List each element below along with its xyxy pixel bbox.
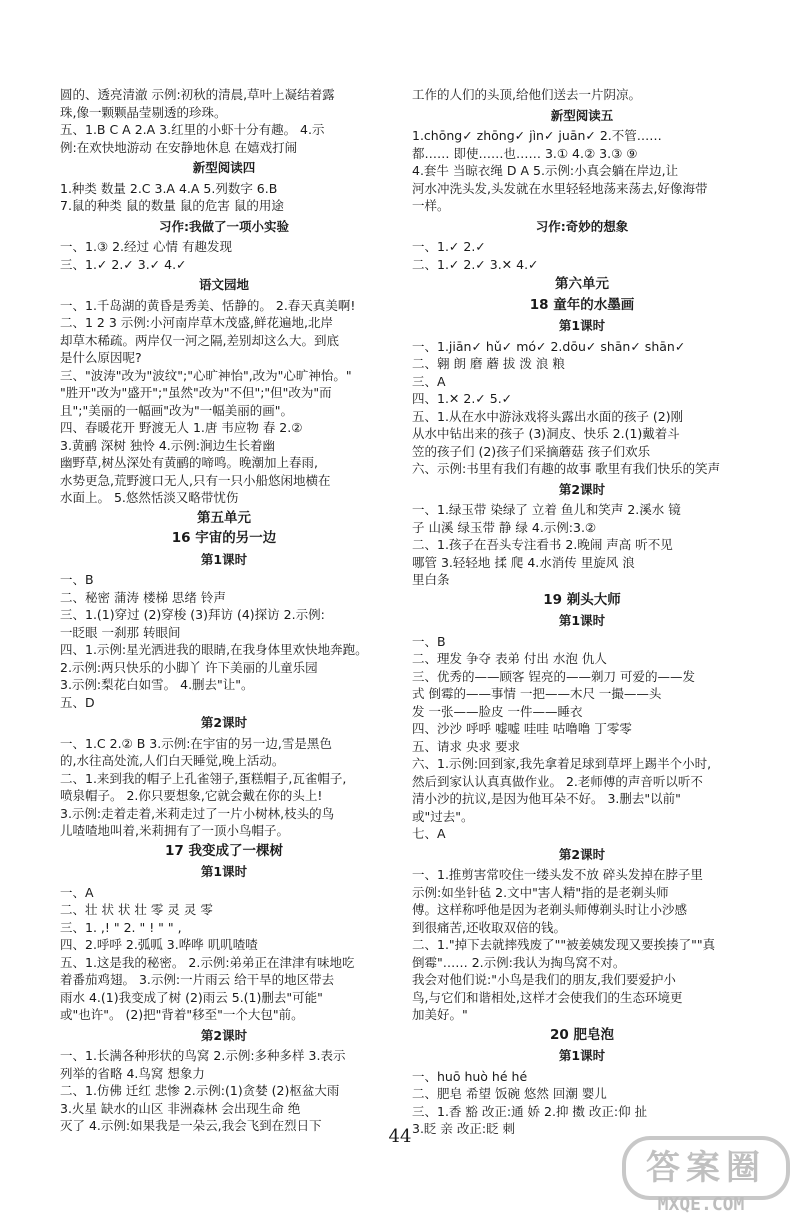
answer-line: 二、1.仿佛 迁红 悲惨 2.示例:(1)贪婪 (2)枢盆大雨: [60, 1083, 340, 1098]
answer-line: 四、沙沙 呼呼 嘘嘘 哇哇 咕噜噜 丁零零: [412, 721, 632, 736]
answer-line: 里白条: [412, 572, 450, 587]
answer-line: 一、B: [412, 633, 446, 649]
answer-line: 一、B: [60, 572, 94, 587]
answer-line: 倒霉"…… 2.示例:我认为掏鸟窝不对。: [412, 954, 626, 970]
section-heading: 第2课时: [200, 715, 248, 730]
answer-line: 鸟,与它们和谐相处,这样才会使我们的生态环境更: [412, 989, 683, 1005]
answer-line: 水势更急,荒野渡口无人,只有一只小船悠闲地横在: [60, 472, 331, 488]
answer-line: 六、1.示例:回到家,我先拿着足球到草坪上踢半个小时,: [412, 756, 712, 771]
answer-line: 一、1.③ 2.经过 心情 有趣发现: [60, 239, 232, 254]
answer-line: 从水中钻出来的孩子 (3)洞皮、快乐 2.(1)戴着斗: [412, 426, 680, 441]
answer-line: 三、1.香 豁 改正:通 娇 2.抑 擞 改正:仰 扯: [412, 1103, 648, 1119]
answer-line: 五、1.这是我的秘密。 2.示例:弟弟正在津津有味地吃: [60, 954, 355, 970]
watermark-logo: [616, 1136, 786, 1218]
answer-line: 一、1.千岛湖的黄昏是秀美、恬静的。 2.春天真美啊!: [60, 297, 356, 313]
answer-line: 一眨眼 一刹那 转眼间: [60, 624, 181, 640]
answer-line: 发 一张——脸皮 一件——睡衣: [412, 703, 583, 719]
answer-line: 雨水 4.(1)我变成了树 (2)雨云 5.(1)删去"可能": [60, 989, 323, 1005]
right-column: [412, 86, 752, 1138]
answer-line: 式 倒霉的——事情 一把——木尺 一撮——头: [412, 686, 662, 701]
section-heading: 第1课时: [558, 318, 606, 333]
answer-line: 1.种类 数量 2.C 3.A 4.A 5.列数字 6.B: [60, 180, 278, 196]
answer-line: 3.眨 亲 改正:眨 刺: [412, 1121, 516, 1136]
answer-line: 儿喳喳地叫着,米莉拥有了一顶小鸟帽子。: [60, 823, 289, 838]
answer-line: 清小沙的抗议,是因为他耳朵不好。 3.删去"以前": [412, 791, 681, 806]
answer-line: 二、1.来到我的帽子上孔雀翎子,蛋糕帽子,瓦雀帽子,: [60, 770, 347, 786]
answer-line: 的,水往高处流,人们白天睡觉,晚上活动。: [60, 753, 285, 768]
section-heading: 第五单元: [197, 509, 251, 526]
answer-line: 四、2.呼呼 2.弧呱 3.哗哗 叽叽喳喳: [60, 937, 258, 952]
answer-line: 列举的省略 4.鸟窝 想象力: [60, 1065, 205, 1081]
answer-line: 我会对他们说:"小鸟是我们的朋友,我们要爱护小: [412, 972, 676, 987]
answer-line: 五、请求 央求 要求: [412, 738, 520, 754]
section-heading: 第2课时: [558, 481, 606, 497]
answer-line: 一、1.推剪害常咬住一缕头发不放 碎头发掉在脖子里: [412, 867, 703, 882]
answer-line: 傅。这样称呼他是因为老剃头师傅剃头时让小沙感: [412, 902, 688, 917]
answer-line: 河水冲洗头发,头发就在水里轻轻地荡来荡去,好像海带: [412, 180, 708, 196]
answer-line: 到很痛苦,还收取双倍的钱。: [412, 919, 566, 935]
answer-line: 子 山溪 绿玉带 静 绿 4.示例:3.②: [412, 519, 597, 535]
section-heading: 语文园地: [198, 277, 249, 292]
answer-line: 水面上。 5.悠然恬淡又略带忧伤: [60, 490, 239, 505]
answer-line: 3.黄鹂 深树 独怜 4.示例:涧边生长着幽: [60, 437, 275, 453]
answer-line: 3.示例:走着走着,米莉走过了一片小树林,枝头的鸟: [60, 805, 335, 821]
answer-line: 三、1.(1)穿过 (2)穿梭 (3)拜访 (4)探访 2.示例:: [60, 607, 325, 622]
answer-line: 二、理发 争夺 表弟 付出 水泡 仇人: [412, 651, 607, 666]
answer-line: 二、1.孩子在吾头专注看书 2.晚闹 声高 听不见: [412, 537, 673, 552]
answer-line: 一、huō huò hé hé: [412, 1068, 528, 1084]
page-number: 44: [388, 1126, 412, 1147]
answer-line: 三、1. ,! " 2. " ! " " ,: [60, 919, 182, 935]
answer-line: 圆的、透亮清澈 示例:初秋的清晨,草叶上凝结着露: [60, 87, 335, 102]
answer-line: 一、1.C 2.② B 3.示例:在宇宙的另一边,雪是黑色: [60, 735, 332, 751]
answer-line: 且";"美丽的一幅画"改为"一幅美丽的画"。: [60, 402, 293, 418]
answer-line: 二、秘密 蒲涛 楼梯 思绪 铃声: [60, 589, 226, 605]
section-heading: 第六单元: [555, 276, 609, 292]
section-heading: 第2课时: [200, 1027, 248, 1043]
answer-line: 三、优秀的——顾客 锃亮的——剃刀 可爱的——发: [412, 668, 695, 684]
answer-line: 7.鼠的种类 鼠的数量 鼠的危害 鼠的用途: [60, 198, 284, 213]
answer-line: 四、春暖花开 野渡无人 1.唐 韦应物 春 2.②: [60, 420, 303, 435]
answer-line: 一、1.✓ 2.✓: [412, 239, 486, 254]
answer-line: 例:在欢快地游动 在安静地休息 在嬉戏打闹: [60, 139, 298, 155]
section-heading: 新型阅读四: [192, 160, 256, 175]
answer-line: 二、壮 状 状 壮 零 灵 灵 零: [60, 902, 213, 917]
answer-line: 二、翱 朗 磨 蘑 拔 泼 浪 粮: [412, 356, 565, 371]
answer-line: 都…… 即使……也…… 3.① 4.② 3.③ ⑨: [412, 145, 638, 161]
answer-line: 示例:如坐针毡 2.文中"害人精"指的是老剃头师: [412, 884, 669, 900]
answer-line: 或"也许"。 (2)把"背着"移至"一个大包"前。: [60, 1007, 304, 1022]
answer-line: 4.套牛 当晾衣绳 D A 5.示例:小真会躺在岸边,让: [412, 163, 679, 178]
watermark-url: MXQE.COM: [657, 1194, 745, 1215]
section-heading: 第1课时: [558, 1048, 606, 1063]
answer-line: 1.chōng✓ zhōng✓ jìn✓ juān✓ 2.不管……: [412, 128, 662, 143]
section-heading: 第1课时: [200, 864, 248, 879]
answer-line: 却草木稀疏。两岸仅一河之隔,差别却这么大。到底: [60, 332, 339, 348]
answer-line: 二、肥皂 希望 饭碗 悠然 回潮 婴儿: [412, 1086, 607, 1101]
answer-line: 三、A: [412, 373, 446, 389]
answer-line: 加美好。": [412, 1007, 468, 1022]
left-column: [60, 86, 388, 1135]
answer-line: 一、1.绿玉带 染绿了 立着 鱼儿和笑声 2.溪水 镜: [412, 502, 681, 517]
answer-line: 然后到家认认真真做作业。 2.老师傅的声音听以听不: [412, 773, 703, 789]
answer-line: 二、1.✓ 2.✓ 3.✕ 4.✓: [412, 256, 539, 272]
answer-line: 四、1.✕ 2.✓ 5.✓: [412, 391, 513, 406]
answer-line: 二、1 2 3 示例:小河南岸草木茂盛,鲜花遍地,北岸: [60, 315, 333, 330]
answer-line: 珠,像一颗颗晶莹剔透的珍珠。: [60, 104, 227, 120]
answer-line: 五、D: [60, 694, 95, 710]
answer-line: 四、1.示例:星光洒进我的眼睛,在我身体里欢快地奔跑。: [60, 642, 368, 657]
watermark-seal: 答案圈: [622, 1136, 790, 1200]
answer-line: 幽野草,树丛深处有黄鹂的啼鸣。晚潮加上春雨,: [60, 455, 318, 470]
answer-line: 3.火星 缺水的山区 非洲森林 会出现生命 绝: [60, 1100, 301, 1116]
section-heading: 第1课时: [558, 613, 606, 628]
answer-line: 六、示例:书里有我们有趣的故事 歌里有我们快乐的笑声: [412, 461, 721, 476]
section-heading: 18 童年的水墨画: [529, 296, 635, 313]
section-heading: 第2课时: [558, 846, 606, 862]
section-heading: 习作:奇妙的想象: [535, 218, 629, 234]
answer-line: 五、1.B C A 2.A 3.红里的小虾十分有趣。 4.示: [60, 122, 325, 137]
section-heading: 16 宇宙的另一边: [171, 530, 277, 546]
answer-line: 3.示例:梨花白如雪。 4.删去"让"。: [60, 677, 254, 692]
answer-line: 一、1.jiān✓ hǔ✓ mó✓ 2.dōu✓ shān✓ shān✓: [412, 338, 686, 354]
answer-line: 哪管 3.轻轻地 揉 爬 4.水消传 里旋风 浪: [412, 554, 635, 570]
section-heading: 19 剃头大师: [543, 591, 621, 608]
answer-line: 三、"波涛"改为"波纹";"心旷神怡",改为"心旷神怡。": [60, 367, 352, 383]
section-heading: 17 我变成了一棵树: [165, 842, 283, 859]
answer-line: 一、1.长满各种形状的鸟窝 2.示例:多种多样 3.表示: [60, 1048, 346, 1063]
answer-line: 喷泉帽子。 2.你只要想象,它就会戴在你的头上!: [60, 788, 323, 803]
answer-line: "胜开"改为"盛开";"虽然"改为"不但";"但"改为"而: [60, 385, 332, 400]
answer-line: 着番茄鸡翅。 3.示例:一片雨云 给干旱的地区带去: [60, 972, 335, 987]
answer-line: 笠的孩子们 (2)孩子们采摘蘑菇 孩子们欢乐: [412, 443, 651, 459]
answer-line: 二、1."掉下去就摔残废了""被姜姨发现又要挨揍了""真: [412, 937, 716, 952]
section-heading: 新型阅读五: [550, 107, 614, 123]
answer-line: 七、A: [412, 826, 446, 841]
section-heading: 第1课时: [200, 551, 248, 567]
answer-line: 灭了 4.示例:如果我是一朵云,我会飞到在烈日下: [60, 1118, 322, 1133]
answer-line: 一、A: [60, 884, 94, 900]
section-heading: 20 肥皂泡: [550, 1026, 614, 1043]
section-heading: 习作:我做了一项小实验: [159, 218, 289, 234]
answer-line: 三、1.✓ 2.✓ 3.✓ 4.✓: [60, 256, 187, 272]
answer-line: 工作的人们的头顶,给他们送去一片阴凉。: [412, 87, 641, 102]
answer-line: 五、1.从在水中游泳戏将头露出水面的孩子 (2)刚: [412, 408, 684, 424]
answer-line: 一样。: [412, 198, 450, 213]
answer-line: 或"过去"。: [412, 808, 474, 824]
answer-line: 是什么原因呢?: [60, 350, 142, 365]
answer-line: 2.示例:两只快乐的小脚丫 许下美丽的儿童乐园: [60, 659, 318, 675]
